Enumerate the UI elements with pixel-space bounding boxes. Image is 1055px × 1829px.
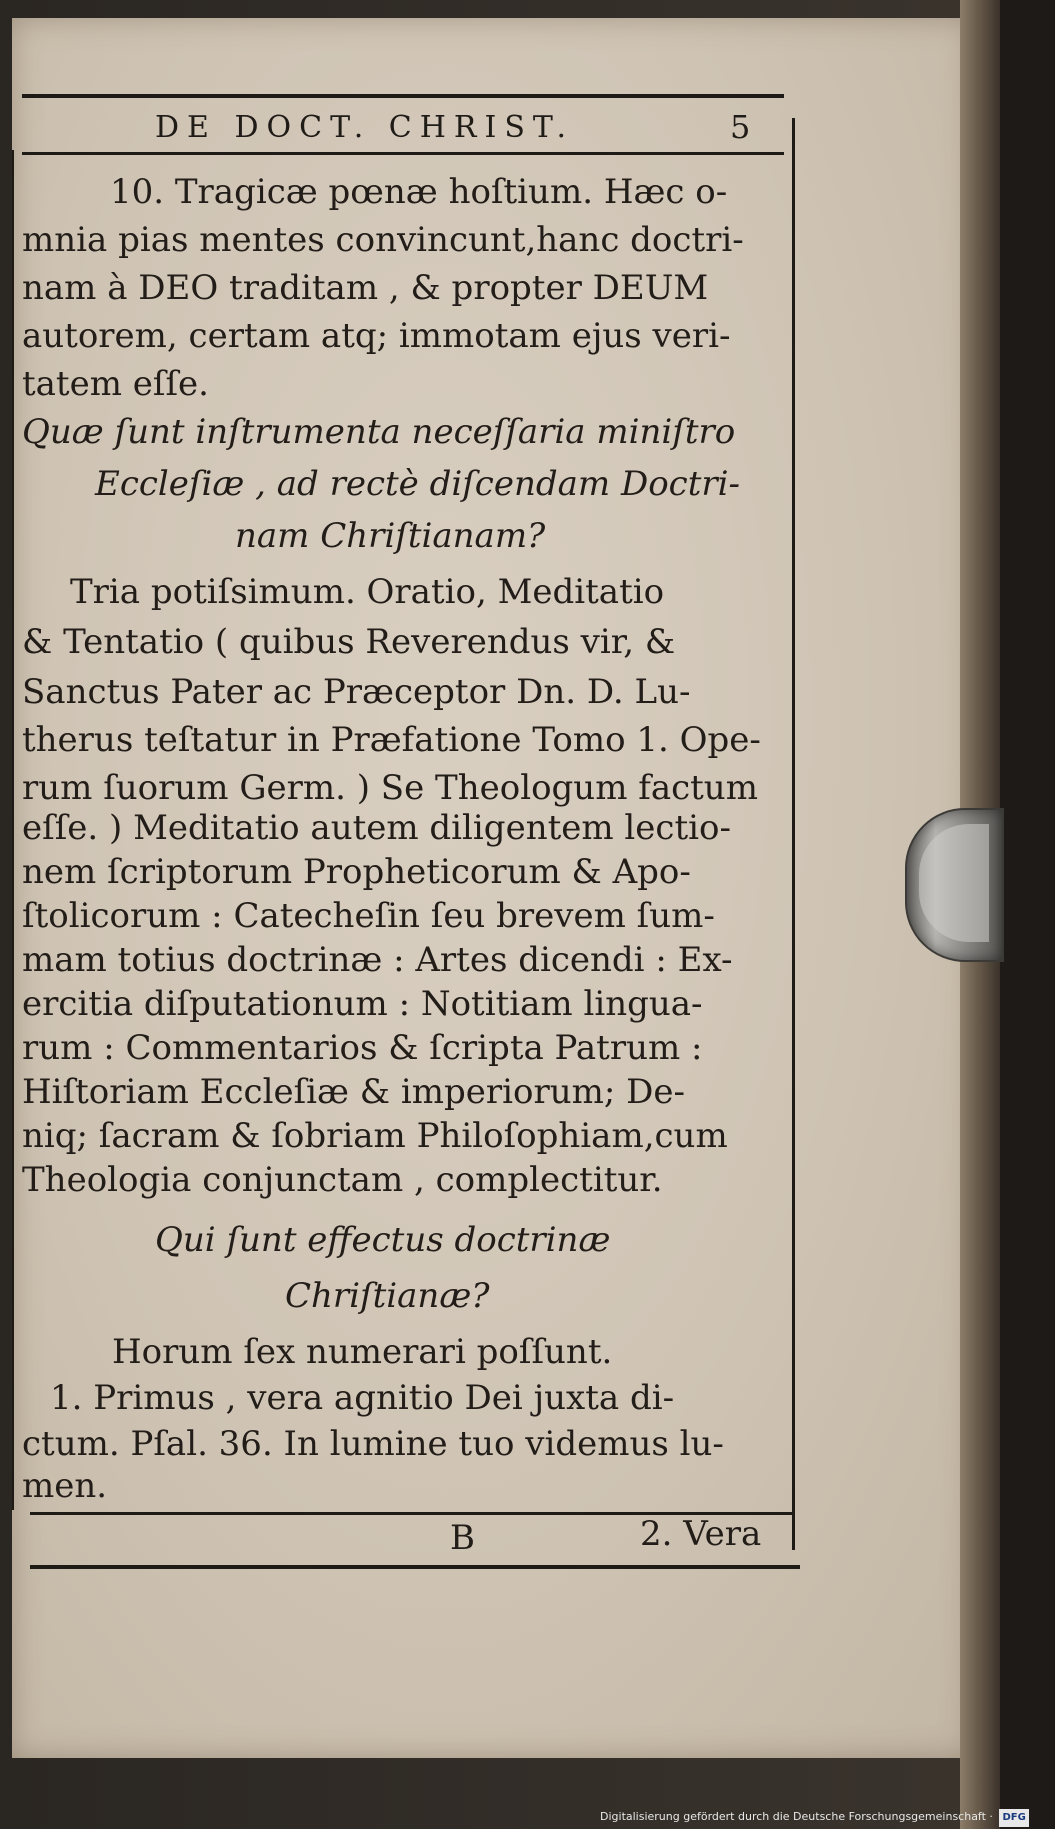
- text-line: eſſe. ) Meditatio autem diligentem lectio-: [22, 808, 731, 848]
- text-line: & Tentatio ( quibus Reverendus vir, &: [22, 622, 676, 662]
- text-line: men.: [22, 1466, 108, 1506]
- footer-rule: [30, 1565, 800, 1569]
- text-line: Horum ſex numerari poſſunt.: [112, 1332, 613, 1372]
- signature-mark: B: [450, 1518, 475, 1558]
- digitization-credit: Digitalisierung gefördert durch die Deutsche Forschungsgemeinschaft · DFG: [600, 1808, 992, 1826]
- question-heading: Quæ ſunt inſtrumenta neceſſaria miniſtro: [22, 412, 736, 452]
- text-line: 1. Primus , vera agnitio Dei juxta di-: [50, 1378, 675, 1418]
- text-line: rum ſuorum Germ. ) Se Theologum factum: [22, 768, 758, 808]
- running-header: DE DOCT. CHRIST.: [155, 110, 575, 145]
- question-heading: Eccleſiæ , ad rectè diſcendam Doctri-: [95, 464, 741, 504]
- page-number: 5: [730, 108, 751, 146]
- text-line: rum : Commentarios & ſcripta Patrum :: [22, 1028, 703, 1068]
- book-clip: [905, 808, 1004, 962]
- text-line: autorem, certam atq; immotam ejus veri-: [22, 316, 731, 356]
- catchword: 2. Vera: [640, 1514, 762, 1554]
- text-line: Sanctus Pater ac Præceptor Dn. D. Lu-: [22, 672, 691, 712]
- text-line: 10. Tragicæ pœnæ hoſtium. Hæc o-: [110, 172, 728, 212]
- text-line: ercitia diſputationum : Notitiam lingua-: [22, 984, 703, 1024]
- question-heading: Qui ſunt effectus doctrinæ: [155, 1220, 611, 1260]
- text-line: tatem eſſe.: [22, 364, 209, 404]
- text-line: ſtolicorum : Catecheſin ſeu brevem ſum-: [22, 896, 715, 936]
- text-line: Tria potiſsimum. Oratio, Meditatio: [70, 572, 665, 612]
- text-line: nem ſcriptorum Propheticorum & Apo-: [22, 852, 691, 892]
- text-line: ctum. Pſal. 36. In lumine tuo videmus lu-: [22, 1424, 724, 1464]
- question-heading: nam Chriſtianam?: [235, 516, 546, 556]
- text-line: Hiſtoriam Eccleſiæ & imperiorum; De-: [22, 1072, 685, 1112]
- left-frame-rule: [12, 150, 14, 1510]
- text-line: nam à DEO traditam , & propter DEUM: [22, 268, 709, 308]
- top-rule: [22, 94, 784, 98]
- question-heading: Chriſtianæ?: [285, 1276, 490, 1316]
- text-line: Theologia conjunctam , complectitur.: [22, 1160, 663, 1200]
- text-line: mnia pias mentes convincunt,hanc doctri-: [22, 220, 744, 260]
- dfg-logo: DFG: [999, 1809, 1028, 1827]
- text-line: mam totius doctrinæ : Artes dicendi : Ex-: [22, 940, 733, 980]
- credit-text: Digitalisierung gefördert durch die Deutsche Forschungsgemeinschaft: [600, 1810, 986, 1823]
- header-rule: [22, 152, 784, 155]
- text-line: therus teſtatur in Præfatione Tomo 1. Ope-: [22, 720, 761, 760]
- text-line: niq; ſacram & ſobriam Philoſophiam,cum: [22, 1116, 728, 1156]
